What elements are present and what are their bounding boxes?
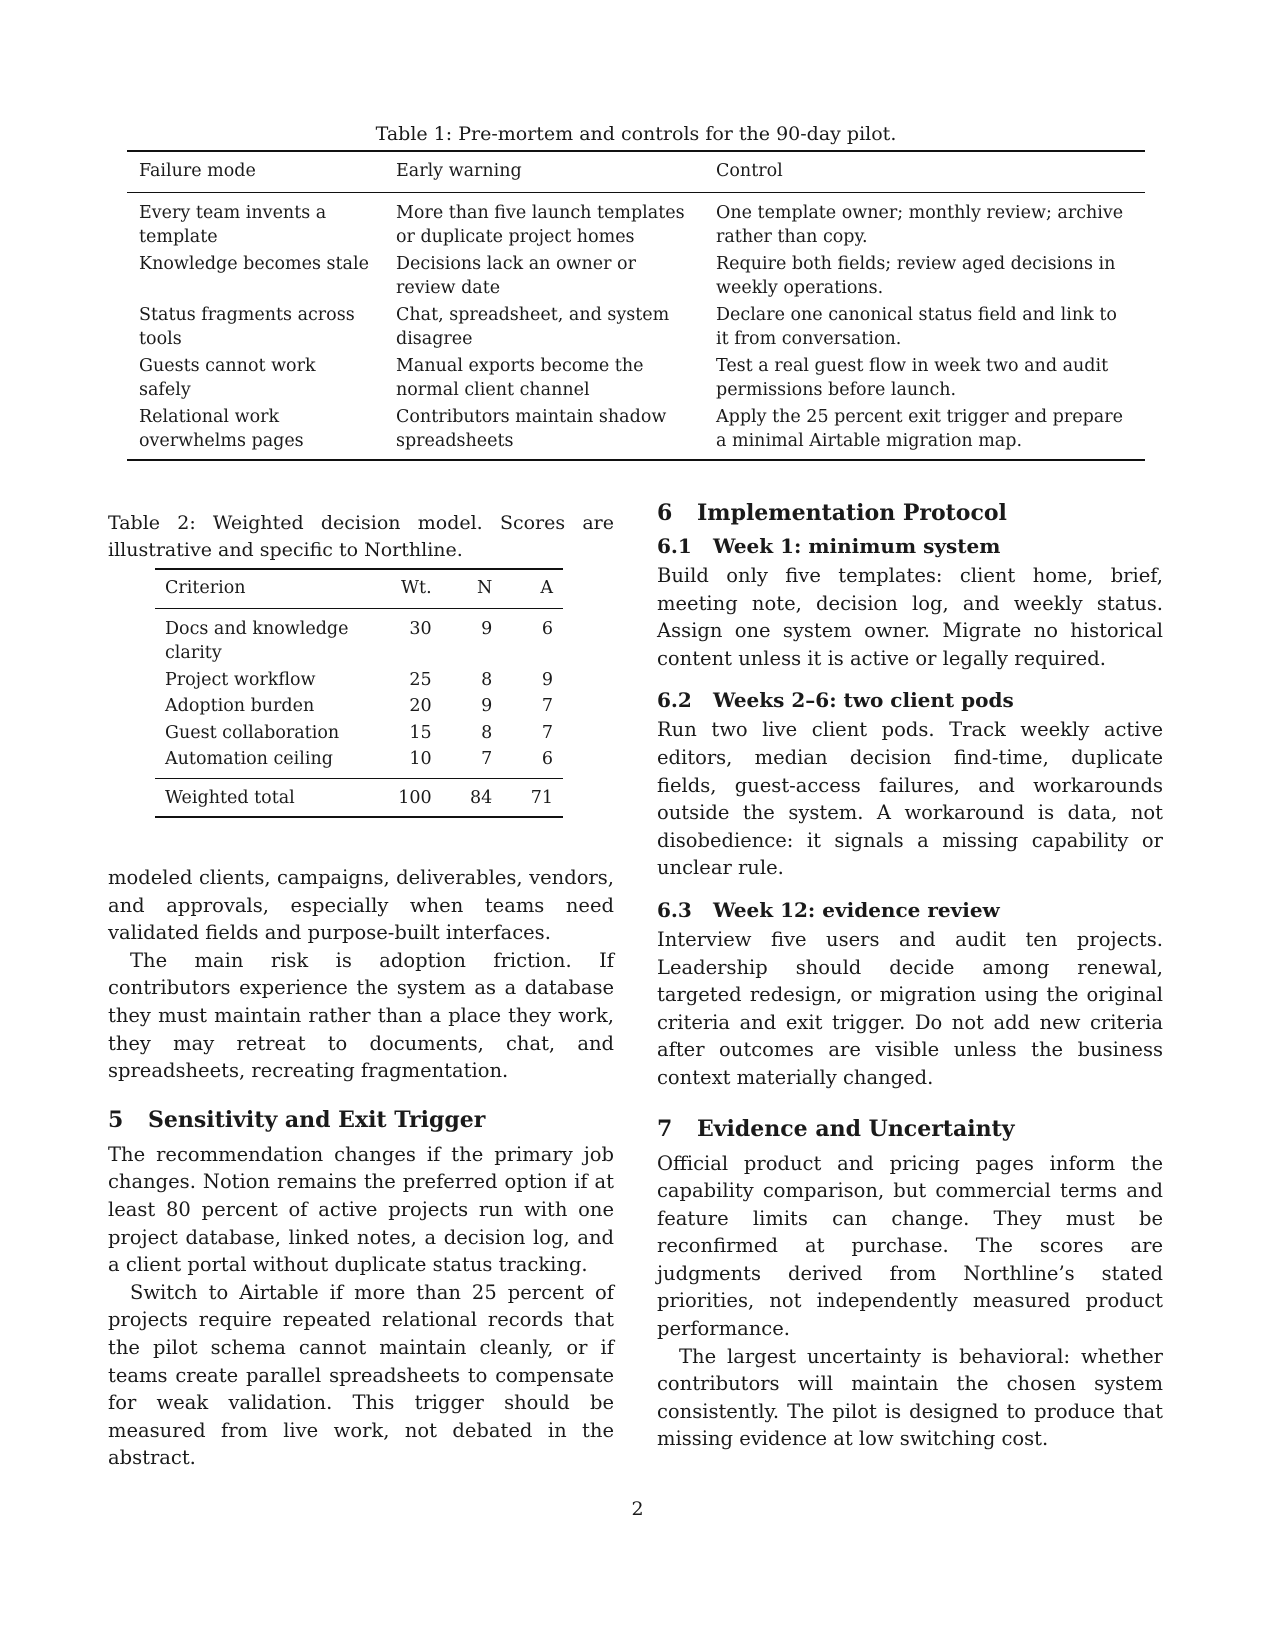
table-cell: Relational work overwhelms pages — [139, 406, 304, 451]
section-heading — [657, 498, 1163, 528]
table-row — [127, 354, 1145, 405]
table-row — [155, 747, 563, 778]
table-header-row — [127, 151, 1145, 192]
table-cell: 9 — [481, 618, 493, 639]
right-column — [657, 498, 1163, 1453]
table-cell: Contributors maintain shadow spreadsheets — [396, 406, 667, 451]
table-2-caption: Table 2: Weighted decision model. Scores are illustrative and specific to Northline. — [108, 512, 614, 561]
table-cell: Knowledge becomes stale — [139, 253, 369, 274]
section-title: Evidence and Uncertainty — [697, 1115, 1015, 1142]
body-paragraph: Switch to Airtable if more than 25 percent of projects require repeated relational records that the pilot schema cannot maintain cleanly, or if teams create parallel spreadsheets to compensate for weak validation. This trigger should be measured from live work, not debated in the abstract. — [108, 1280, 614, 1470]
table-cell: 71 — [530, 787, 553, 808]
table-cell: 15 — [409, 722, 432, 743]
table-cell: 8 — [481, 669, 493, 690]
section-number: 7 — [657, 1115, 673, 1142]
table-cell: 25 — [409, 669, 432, 690]
column-header: Early warning — [396, 161, 522, 181]
table-cell: Guest collaboration — [165, 722, 340, 743]
body-paragraph: Run two live client pods. Track weekly active editors, median decision find-time, duplicate fields, guest-access failures, and workarounds outside the system. A workaround is data, not disobedience: it signals a missing capability or unclear rule. — [657, 718, 1163, 880]
column-header: Wt. — [401, 578, 432, 598]
table-cell: 100 — [398, 787, 432, 808]
table-cell: More than five launch templates or duplicate project homes — [396, 202, 685, 247]
table-cell: Test a real guest flow in week two and audit permissions before launch. — [716, 355, 1109, 400]
subsection-heading — [657, 532, 1163, 560]
table-cell: 20 — [409, 696, 432, 716]
body-paragraph: Official product and pricing pages inform the capability comparison, but commercial terms and feature limits can change. They must be reconfirmed at purchase. The scores are judgments derived from Northline’s stated priorities, not independently measured product performance. — [657, 1151, 1163, 1341]
table-total-row — [155, 778, 563, 817]
column-header: A — [540, 578, 553, 598]
section-heading — [657, 1114, 1163, 1144]
section-number: 5 — [108, 1106, 124, 1133]
table-header-row — [155, 569, 563, 608]
table-row — [155, 694, 563, 721]
subsection-heading — [657, 686, 1163, 714]
table-cell: Weighted total — [165, 787, 295, 808]
table-cell: Manual exports become the normal client channel — [396, 355, 644, 400]
table-cell: 7 — [481, 749, 493, 769]
table-2 — [155, 568, 563, 818]
table-cell: One template owner; monthly review; archive rather than copy. — [716, 202, 1124, 247]
table-cell: Guests cannot work safely — [139, 355, 316, 400]
left-column — [108, 510, 614, 1472]
section-number: 6 — [657, 500, 673, 526]
table-row — [155, 721, 563, 748]
premortem-table — [127, 150, 1145, 461]
table-cell: 7 — [541, 722, 553, 743]
table-cell: Apply the 25 percent exit trigger and prepare a minimal Airtable migration map. — [716, 406, 1123, 451]
column-header: Failure mode — [139, 161, 256, 181]
table-cell: 84 — [470, 787, 493, 808]
table-cell: Project workflow — [165, 669, 316, 690]
body-paragraph: Build only five templates: client home, brief, meeting note, decision log, and weekly status. Assign one system owner. Migrate no historical content unless it is active or legally required. — [657, 564, 1163, 670]
body-paragraph: Interview five users and audit ten projects. Leadership should decide among renewal, targeted redesign, or migration using the original criteria and exit trigger. Do not add new criteria after outcomes are visible unless the business context materially changed. — [657, 927, 1163, 1089]
subsection-number: 6.3 — [657, 897, 692, 922]
table-cell: Adoption burden — [165, 696, 315, 716]
table-cell: 8 — [481, 722, 493, 743]
subsection-heading — [657, 896, 1163, 924]
body-paragraph: The main risk is adoption friction. If contributors experience the system as a database they must maintain rather than a place they work, they may retreat to documents, chat, and spreadsheets, recreating fragmentation. — [108, 948, 614, 1083]
table-cell: Every team invents a template — [139, 202, 327, 247]
table-cell: Automation ceiling — [165, 749, 333, 769]
section-heading — [108, 1105, 614, 1135]
table-row — [127, 405, 1145, 460]
subsection-number: 6.1 — [657, 534, 692, 558]
column-header: N — [477, 578, 493, 598]
table-cell: Docs and knowledge clarity — [165, 618, 349, 663]
table-cell: Chat, spreadsheet, and system disagree — [396, 304, 670, 349]
table-cell: 10 — [409, 749, 432, 769]
table-row — [127, 252, 1145, 303]
subsection-number: 6.2 — [657, 688, 692, 713]
column-header: Control — [716, 161, 783, 181]
table-cell: Status fragments across tools — [139, 304, 355, 349]
table-cell: Decisions lack an owner or review date — [396, 253, 636, 298]
table-1 — [127, 122, 1145, 461]
table-cell: 7 — [541, 696, 553, 716]
table-cell: 30 — [409, 618, 432, 639]
table-row — [127, 192, 1145, 252]
section-title: Sensitivity and Exit Trigger — [148, 1106, 486, 1133]
page-number: 2 — [631, 1498, 644, 1520]
subsection-title: Week 1: minimum system — [713, 534, 1001, 558]
table-cell: 9 — [481, 696, 493, 716]
table-row — [155, 608, 563, 668]
table-cell: 6 — [541, 618, 553, 639]
body-paragraph: modeled clients, campaigns, deliverables, vendors, and approvals, especially when teams need validated fields and purpose-built interfaces. — [108, 866, 614, 945]
body-paragraph: The largest uncertainty is behavioral: whether contributors will maintain the chosen system consistently. The pilot is designed to produce that missing evidence at low switching cost. — [657, 1344, 1163, 1451]
table-row — [155, 668, 563, 695]
subsection-title: Weeks 2–6: two client pods — [713, 688, 1014, 713]
decision-model-table — [155, 568, 563, 818]
table-cell: 6 — [541, 749, 553, 769]
subsection-title: Week 12: evidence review — [713, 897, 1000, 922]
table-cell: 9 — [541, 669, 553, 690]
table-1-caption: Table 1: Pre-mortem and controls for the 90-day pilot. — [375, 123, 897, 145]
table-row — [127, 303, 1145, 354]
section-title: Implementation Protocol — [697, 500, 1007, 526]
table-cell: Declare one canonical status field and link to it from conversation. — [716, 304, 1117, 349]
table-cell: Require both fields; review aged decisions in weekly operations. — [716, 253, 1116, 298]
column-header: Criterion — [165, 578, 246, 598]
body-paragraph: The recommendation changes if the primary job changes. Notion remains the preferred option if at least 80 percent of active projects run with one project database, linked notes, a decision log, and a client portal without duplicate status tracking. — [108, 1142, 614, 1277]
